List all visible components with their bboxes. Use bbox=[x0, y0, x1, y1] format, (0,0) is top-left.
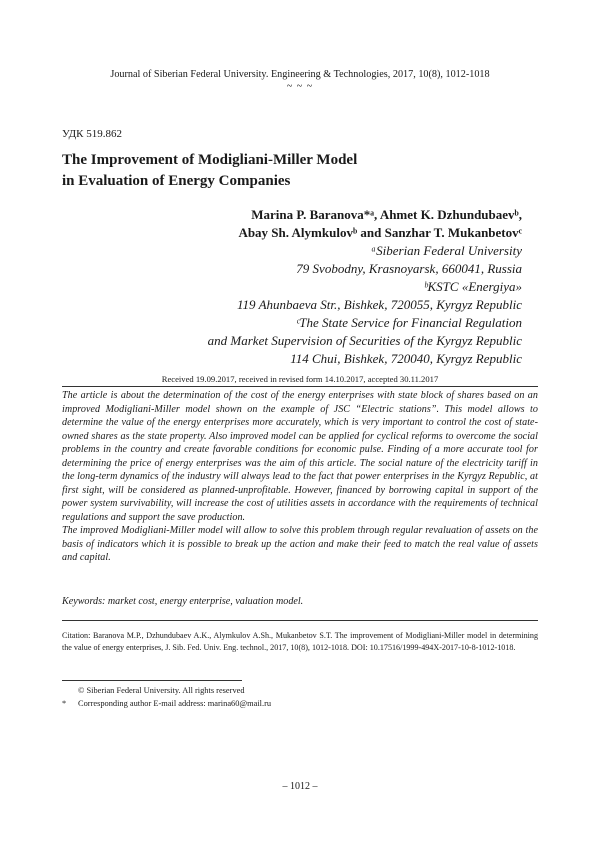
affiliation-line: 114 Chui, Bishkek, 720040, Kyrgyz Republic bbox=[290, 351, 522, 366]
journal-header: Journal of Siberian Federal University. Engineering & Technologies, 2017, 10(8), 1012-1018 bbox=[110, 69, 490, 80]
page-number: – 1012 – bbox=[282, 781, 318, 792]
paper-title-line-1: The Improvement of Modigliani-Miller Model bbox=[62, 152, 358, 168]
footnotes bbox=[62, 684, 538, 710]
authors-line-1: Marina P. Baranova*ᵃ, Ahmet K. Dzhundubaevᵇ, bbox=[251, 207, 522, 222]
affiliation-line: ᶜThe State Service for Financial Regulation bbox=[295, 315, 522, 330]
paper-title bbox=[62, 150, 532, 192]
received-dates: Received 19.09.2017, received in revised form 14.10.2017, accepted 30.11.2017 bbox=[161, 374, 439, 384]
copyright-notice: © Siberian Federal University. All rights reserved bbox=[78, 686, 245, 695]
authors-line-2: Abay Sh. Alymkulovᵇ and Sanzhar T. Mukanbetovᶜ bbox=[238, 225, 522, 240]
abstract-paragraph-2: The improved Modigliani-Miller model will allow to solve this problem through regular revaluation of assets on the basis of indicators which it is possible to break up the action and make their feed to match the real value of assets and capital. bbox=[62, 525, 538, 563]
abstract-top-rule bbox=[62, 386, 538, 387]
keywords: Keywords: market cost, energy enterprise, valuation model. bbox=[62, 596, 304, 607]
udk-code: УДК 519.862 bbox=[62, 128, 123, 140]
affiliation-line: 79 Svobodny, Krasnoyarsk, 660041, Russia bbox=[296, 261, 522, 276]
affiliation-line: ᵃSiberian Federal University bbox=[370, 243, 522, 258]
citation: Citation: Baranova M.P., Dzhundubaev A.K., Alymkulov A.Sh., Mukanbetov S.T. The improvement of Modigliani-Miller model in determining the value of energy enterprises, J. Sib. Fed. Univ. Eng. technol., 2017, 10(8), 1012-1018. DOI: 10.17516/1999-494X-2017-10-8-1012-1018. bbox=[62, 631, 538, 652]
abstract-bottom-rule bbox=[62, 620, 538, 621]
affiliation-line: 119 Ahunbaeva Str., Bishkek, 720055, Kyrgyz Republic bbox=[237, 297, 522, 312]
footnote-mark bbox=[62, 684, 78, 697]
affiliation-line: and Market Supervision of Securities of the Kyrgyz Republic bbox=[207, 333, 522, 348]
footnote-rule bbox=[62, 680, 242, 681]
affiliation-line: ᵇKSTC «Energiya» bbox=[424, 279, 522, 294]
abstract bbox=[62, 389, 538, 565]
corresponding-author: Corresponding author E-mail address: marina60@mail.ru bbox=[78, 699, 272, 708]
header-separator: ~ ~ ~ bbox=[286, 81, 314, 92]
abstract-paragraph-1: The article is about the determination of the cost of the energy enterprises with state block of shares based on an improved Modigliani-Miller model shown on the example of JSC “Electric stations”. This model allows to determine the value of the energy enterprises more accurately, which is very important to control the cost of state-owned shares as the state property. Also improved model can be applied for cyclical reforms to overcome the social problems in the country and create favorable conditions for economic pulse. Finding of a more accurate tool for determining the price of energy enterprises was the aim of this article. The social nature of the electricity tariff in the long-term dynamics of the industry will always lead to the fact that power enterprises in the Kyrgyz Republic, at first sight, will be considered as planned-unprofitable. However, financed by borrowing capital in support of the power system survivability, will increase the cost of utilities assets in accordance with the requirements of technical regulations and support the save production. bbox=[62, 390, 538, 523]
paper-title-line-2: in Evaluation of Energy Companies bbox=[62, 173, 291, 189]
footnote-mark: * bbox=[62, 699, 67, 708]
authors-block bbox=[52, 206, 522, 368]
